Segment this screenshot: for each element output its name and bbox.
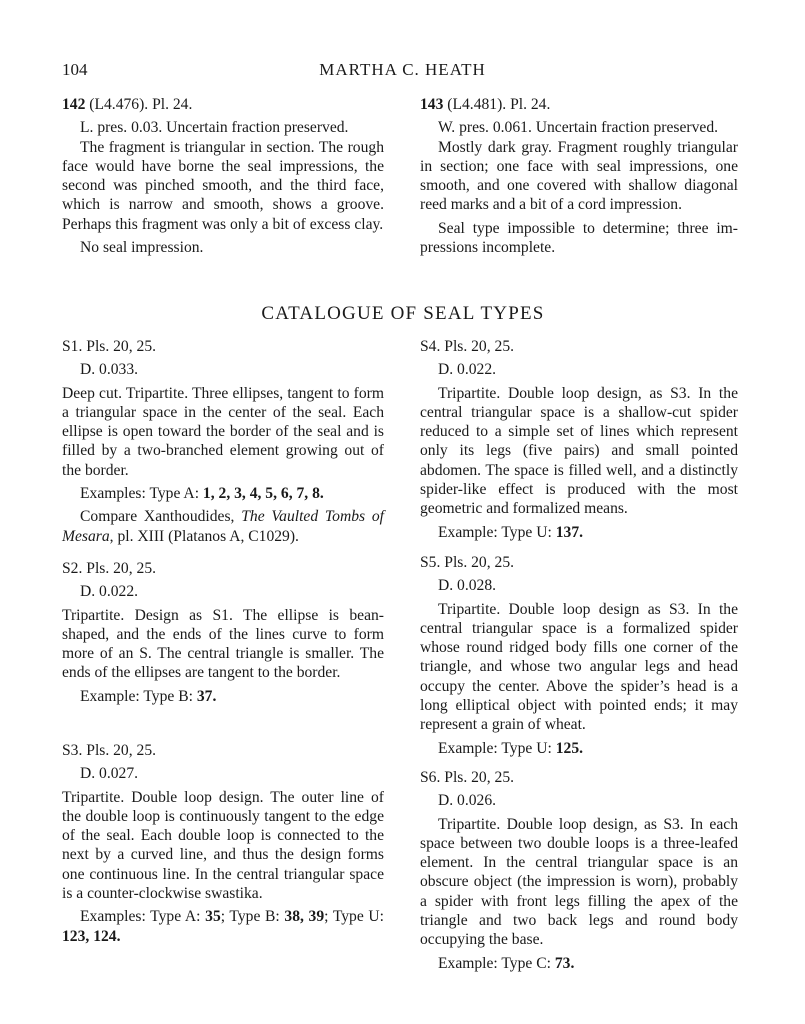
seal-description: Tripartite. Double loop design, as S3. In the central triangular space is a shallow-cut spider reduced to a simple set of lines which represent only its legs (five pairs) and small pointed abdomen. The space is filled well, and a distinctly spider-like effect is produced with the most geometric and formalized means.	[420, 384, 738, 518]
seal-type-s6	[420, 768, 738, 973]
compare-prefix: Compare Xanthoudides,	[80, 508, 242, 526]
seal-examples	[420, 954, 738, 973]
seal-diameter: D. 0.033.	[80, 361, 139, 379]
examples-numbers: 1, 2, 3, 4, 5, 6, 7, 8.	[202, 485, 324, 503]
seal-examples	[62, 907, 384, 946]
seal-type-s2	[62, 559, 384, 706]
entry-heading	[62, 95, 384, 114]
entry-description: The fragment is triangular in section. The rough face would have borne the seal impressions, the second was pinched smooth, and the third face, which is narrow and smooth, shows a groove. Perhaps this fragment was only a bit of excess clay.	[62, 138, 384, 233]
seal-description: Tripartite. Design as S1. The ellipse is bean-shaped, and the ends of the lines curve to form more of an S. The central triangle is smaller. The ends of the ellipses are tangent to the border.	[62, 606, 384, 682]
seal-examples	[420, 523, 738, 542]
compare-title: The Vaulted Tombs of Mesara	[62, 508, 384, 545]
examples-label-u: ; Type U:	[324, 908, 384, 926]
entry-143	[420, 95, 738, 257]
examples-numbers-b: 38, 39	[284, 908, 325, 926]
entry-dimensions: W. pres. 0.061. Uncertain fraction preserved.	[438, 119, 719, 137]
entry-dimensions: L. pres. 0.03. Uncertain fraction preserved.	[80, 119, 349, 137]
running-title: MARTHA C. HEATH	[319, 60, 486, 79]
examples-label: Example: Type U:	[438, 523, 556, 541]
seal-diameter: D. 0.026.	[438, 792, 497, 810]
entry-reference: (L4.476). Pl. 24.	[85, 96, 193, 113]
seal-diameter: D. 0.022.	[438, 361, 497, 379]
examples-numbers: 125.	[555, 739, 584, 757]
seal-type-s1	[62, 337, 384, 546]
examples-numbers: 137.	[555, 523, 584, 541]
entry-heading	[420, 95, 738, 114]
seal-examples	[420, 739, 738, 758]
examples-label: Example: Type C:	[438, 954, 555, 972]
entry-number: 142	[62, 96, 86, 113]
examples-label-a: Examples: Type A:	[80, 908, 206, 926]
examples-numbers: 73.	[554, 954, 575, 972]
page-number: 104	[62, 60, 88, 79]
seal-heading: S2. Pls. 20, 25.	[62, 560, 157, 577]
examples-label: Example: Type B:	[80, 687, 197, 705]
seal-type-s4	[420, 337, 738, 542]
entry-reference: (L4.481). Pl. 24.	[443, 96, 551, 113]
seal-examples	[62, 687, 384, 706]
seal-type-s3	[62, 741, 384, 946]
seal-diameter: D. 0.027.	[80, 765, 139, 783]
section-title: CATALOGUE OF SEAL TYPES	[261, 303, 545, 324]
page-header	[62, 60, 743, 84]
seal-diameter: D. 0.022.	[80, 583, 139, 601]
seal-comparison	[62, 507, 384, 546]
compare-suffix: , pl. XIII (Platanos A, C1029).	[109, 527, 299, 545]
seal-examples	[62, 484, 384, 503]
seal-heading: S4. Pls. 20, 25.	[420, 338, 515, 355]
entry-note: No seal impression.	[80, 239, 204, 257]
seal-heading: S3. Pls. 20, 25.	[62, 742, 157, 759]
examples-label: Examples: Type A:	[80, 485, 203, 503]
entry-142	[62, 95, 384, 257]
examples-label: Example: Type U:	[438, 739, 556, 757]
examples-numbers-u: 123, 124.	[62, 927, 121, 945]
examples-label-b: ; Type B:	[220, 908, 285, 926]
seal-heading: S1. Pls. 20, 25.	[62, 338, 157, 355]
seal-description: Deep cut. Tripartite. Three ellipses, tangent to form a triangular space in the center of the seal. Each ellipse is open toward the border of the seal and is filled by a two-branched element growing out of the border.	[62, 384, 384, 479]
seal-description: Tripartite. Double loop design, as S3. In each space between two double loops is a three-leafed element. In the central triangular space is an obscure object (the impression is worn), probably a spider with front legs filling the apex of the triangle and two back legs and round body occupying the base.	[420, 815, 738, 949]
seal-diameter: D. 0.028.	[438, 577, 497, 595]
seal-heading: S6. Pls. 20, 25.	[420, 769, 515, 786]
examples-numbers-a: 35	[205, 908, 221, 926]
entry-description: Mostly dark gray. Fragment roughly triangular in section; one face with seal impressions, one smooth, and one covered with shallow diagonal reed marks and a bit of a cord impression.	[420, 138, 738, 214]
seal-description: Tripartite. Double loop design as S3. In the central triangular space is a formalized spider whose round ridged body fills one corner of the triangle, and whose two angular legs and head occupy the center. Above the spider’s head is a long elliptical object with pointed ends; it may represent a grain of wheat.	[420, 600, 738, 734]
seal-description: Tripartite. Double loop design. The outer line of the double loop is continuously tangent to the edge of the seal. Each double loop is connected to the next by a curved line, and thus the design forms one continuous line. In the central triangular space is a counter-clockwise swastika.	[62, 788, 384, 903]
seal-type-s5	[420, 553, 738, 758]
entry-number: 143	[420, 96, 444, 113]
examples-numbers: 37.	[196, 687, 217, 705]
entry-note: Seal type impossible to determine; three impressions incomplete.	[420, 219, 738, 257]
seal-heading: S5. Pls. 20, 25.	[420, 554, 515, 571]
